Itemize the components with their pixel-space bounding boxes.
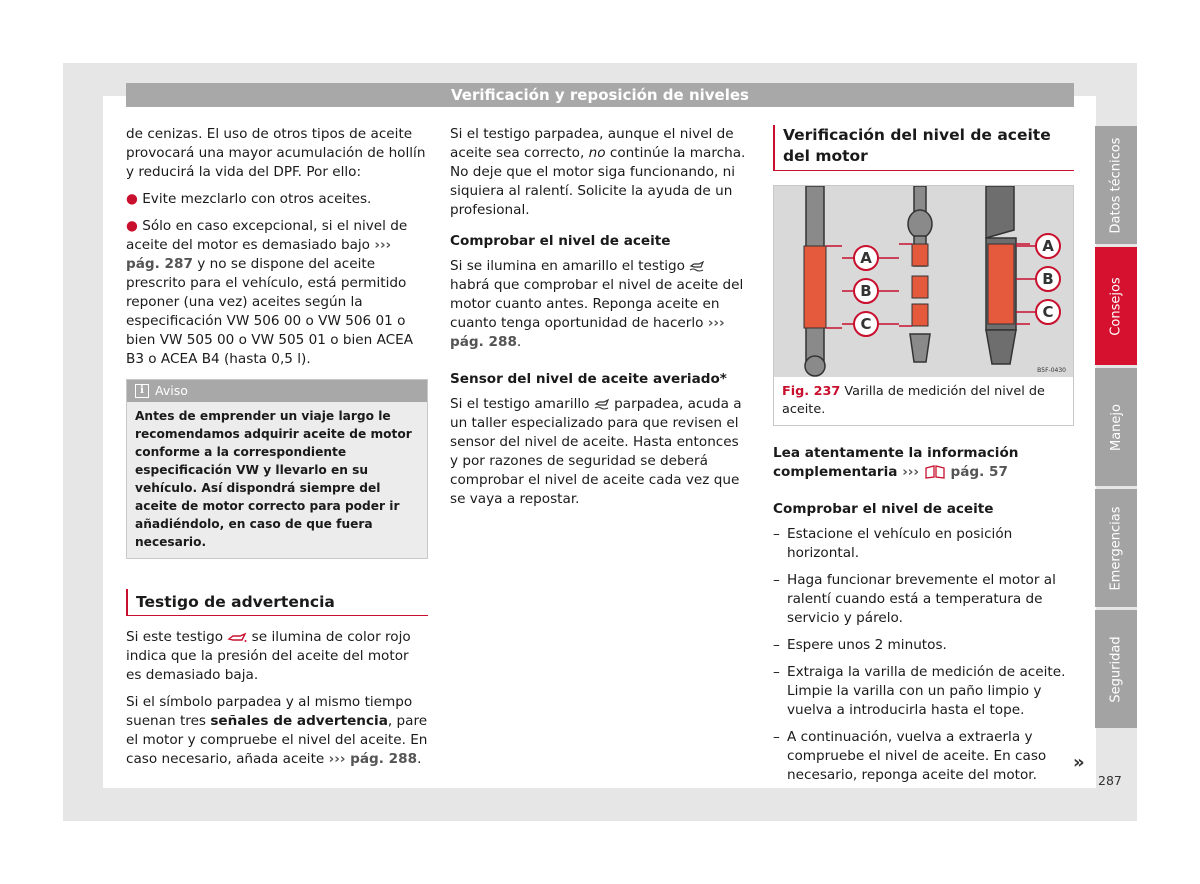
text: . xyxy=(417,751,422,767)
list-item xyxy=(126,217,428,369)
figure xyxy=(773,185,1074,426)
column-1 xyxy=(126,125,428,777)
text: parpadea, acuda a un taller especializado para que revisen el sensor del nivel de aceite. Hasta entonces y por razones de seguridad se deberá comprobar el nivel de aceite cada vez que se vaya a repostar. xyxy=(450,396,742,507)
bullet-text: Evite mezclarlo con otros aceites. xyxy=(142,191,372,207)
text: Lea atentamente la información complementaria xyxy=(773,445,1019,480)
bullet-text: Sólo en caso excepcional, si el nivel de aceite del motor es demasiado bajo xyxy=(126,218,408,253)
list-item xyxy=(773,525,1074,563)
label-b: B xyxy=(860,282,872,300)
list-item xyxy=(773,728,1074,785)
label-c: C xyxy=(860,315,872,333)
text: . xyxy=(516,334,522,350)
label-a: A xyxy=(860,249,872,267)
intro-paragraph: de cenizas. El uso de otros tipos de aceite provocará una mayor acumulación de hollín y reducirá la vida del DPF. Por ello: xyxy=(126,126,426,180)
column-3 xyxy=(773,125,1074,793)
tab-label: Consejos xyxy=(1108,276,1124,336)
tab-label: Datos técnicos xyxy=(1108,137,1124,233)
text: , pare el motor y compruebe el nivel del aceite. En caso necesario, añada aceite xyxy=(126,713,428,767)
bullet-text: y no se dispone del aceite prescrito para el vehículo, está permitido reponer (una vez) aceites según la especificación VW 506 00 o VW 506 01 o bien VW 505 00 o VW 505 01 o bien ACEA B3 o ACEA B4 (hasta 0,5 l). xyxy=(126,256,414,367)
text: Si este testigo xyxy=(126,629,224,645)
tab-label: Seguridad xyxy=(1108,635,1124,703)
text: se ilumina de color rojo indica que la presión del aceite del motor es demasiado baja. xyxy=(126,629,411,683)
column-2 xyxy=(450,125,746,517)
paragraph xyxy=(126,628,428,685)
figure-caption xyxy=(774,377,1073,425)
dash: – xyxy=(773,526,780,542)
emphasis-text: no xyxy=(588,145,606,161)
tab-label: Emergencias xyxy=(1108,506,1124,590)
dipstick-drawing xyxy=(774,186,1073,377)
tab-label: Manejo xyxy=(1108,403,1124,451)
link-arrows[interactable]: ››› xyxy=(902,464,919,480)
text: Si el testigo amarillo xyxy=(450,396,590,412)
list-item xyxy=(126,190,428,209)
page-link[interactable]: ››› pág. 288 xyxy=(328,751,418,767)
book-icon xyxy=(924,465,946,479)
dash: – xyxy=(773,572,780,588)
text: Si se ilumina en amarillo el testigo xyxy=(450,258,685,274)
subheading: Comprobar el nivel de aceite xyxy=(773,501,994,517)
list-item xyxy=(773,571,1074,628)
figure-number: Fig. 237 xyxy=(782,384,841,399)
bullet-icon: ● xyxy=(126,218,138,234)
lead-text xyxy=(773,444,1074,482)
paragraph xyxy=(450,125,746,220)
section-heading: Testigo de advertencia xyxy=(126,589,428,616)
step-text: A continuación, vuelva a extraerla y compruebe el nivel de aceite. En caso necesario, reponga aceite del motor. xyxy=(787,729,1047,783)
notice-box xyxy=(126,379,428,559)
text: habrá que comprobar el nivel de aceite del motor cuanto antes. Reponga aceite en cuanto tenga oportunidad de hacerlo xyxy=(450,277,744,331)
label-a: A xyxy=(1042,237,1054,255)
tab-seguridad[interactable] xyxy=(1095,610,1137,728)
oil-can-icon xyxy=(227,632,247,643)
label-b: B xyxy=(1042,270,1054,288)
tab-consejos[interactable] xyxy=(1095,247,1137,365)
page-number: 287 xyxy=(1098,773,1122,788)
notice-text: Antes de emprender un viaje largo le recomendamos adquirir aceite de motor conforme a la correspondiente especificación VW y llevarlo en su vehículo. Así dispondrá siempre del aceite de motor correcto para poder ir añadiéndolo, en caso de que fuera necesario. xyxy=(135,409,412,549)
subheading: Sensor del nivel de aceite averiado* xyxy=(450,371,727,387)
paragraph xyxy=(126,693,428,769)
notice-header xyxy=(127,380,427,402)
figure-code: B5F-0430 xyxy=(1037,367,1066,374)
bullet-icon: ● xyxy=(126,191,138,207)
paragraph xyxy=(450,395,746,509)
oil-level-icon xyxy=(689,260,705,272)
step-text: Estacione el vehículo en posición horizontal. xyxy=(787,526,1013,561)
list-item xyxy=(773,636,1074,655)
caption-text: Varilla de medición del nivel de aceite. xyxy=(782,384,1045,417)
subheading: Comprobar el nivel de aceite xyxy=(450,233,671,249)
dash: – xyxy=(773,729,780,745)
tab-datos-tecnicos[interactable] xyxy=(1095,126,1137,244)
page-header-title: Verificación y reposición de niveles xyxy=(126,83,1074,107)
text: Si el testigo parpadea, aunque el nivel de aceite sea correcto, xyxy=(450,126,734,161)
dash: – xyxy=(773,637,780,653)
text: continúe la marcha. No deje que el motor siga funcionando, ni siquiera al ralentí. Solicite la ayuda de un profesional. xyxy=(450,145,746,218)
bold-text: señales de advertencia xyxy=(210,713,388,729)
step-text: Haga funcionar brevemente el motor al ralentí cuando está a temperatura de servicio y párelo. xyxy=(787,572,1056,626)
paragraph xyxy=(450,257,746,352)
page-link[interactable]: pág. 57 xyxy=(950,464,1008,480)
label-c: C xyxy=(1042,303,1054,321)
tab-emergencias[interactable] xyxy=(1095,489,1137,607)
notice-title: Aviso xyxy=(155,383,188,398)
info-icon: i xyxy=(135,384,149,398)
section-heading: Verificación del nivel de aceite del motor xyxy=(773,125,1074,171)
step-text: Espere unos 2 minutos. xyxy=(787,637,947,653)
page-link[interactable]: ››› pág. 287 xyxy=(126,237,392,272)
oil-level-icon xyxy=(594,398,610,410)
page-link[interactable]: ››› pág. 288 xyxy=(450,315,725,350)
tab-manejo[interactable] xyxy=(1095,368,1137,486)
dash: – xyxy=(773,664,780,680)
dipstick-illustration xyxy=(774,186,1073,377)
step-text: Extraiga la varilla de medición de aceite. Limpie la varilla con un paño limpio y vuelva a introducirla hasta el tope. xyxy=(787,664,1066,718)
text: Si el símbolo parpadea y al mismo tiempo suenan tres xyxy=(126,694,413,729)
list-item xyxy=(773,663,1074,720)
continue-mark: » xyxy=(1073,752,1085,773)
